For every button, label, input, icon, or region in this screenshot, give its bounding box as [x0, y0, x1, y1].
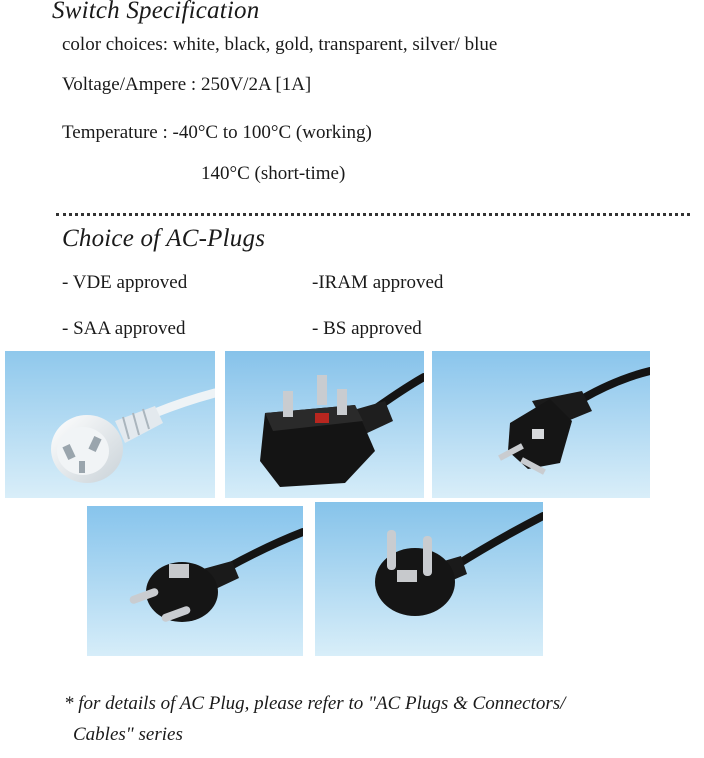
white-australian-plug-icon — [5, 351, 215, 498]
temperature-short-text: 140°C (short-time) — [201, 163, 346, 184]
approval-bs: - BS approved — [312, 318, 422, 339]
argentine-iram-plug-icon — [432, 351, 650, 498]
voltage-text: Voltage/Ampere : 250V/2A [1A] — [62, 74, 312, 95]
photo-argentine-iram-plug — [432, 351, 650, 498]
approval-saa: - SAA approved — [62, 318, 186, 339]
approval-iram: -IRAM approved — [312, 272, 444, 293]
color-choices-text: color choices: white, black, gold, transparent, silver/ blue — [62, 34, 498, 55]
ac-plugs-title: Choice of AC-Plugs — [62, 225, 266, 252]
photo-uk-bs-plug — [225, 351, 424, 498]
schuko-plug-icon — [87, 506, 303, 656]
approval-vde: - VDE approved — [62, 272, 188, 293]
switch-spec-title: Switch Specification — [52, 0, 260, 24]
uk-bs-plug-icon — [225, 351, 424, 498]
footnote-line-1: * for details of AC Plug, please refer to "AC Plugs & Connectors/ — [64, 693, 566, 714]
photo-schuko-plug — [87, 506, 303, 656]
photo-schuko-angled-plug — [315, 502, 543, 656]
temperature-working-text: Temperature : -40°C to 100°C (working) — [62, 122, 372, 143]
schuko-angled-plug-icon — [315, 502, 543, 656]
footnote-line-2: Cables" series — [73, 724, 183, 745]
dotted-divider — [56, 213, 690, 216]
photo-white-australian-plug — [5, 351, 215, 498]
